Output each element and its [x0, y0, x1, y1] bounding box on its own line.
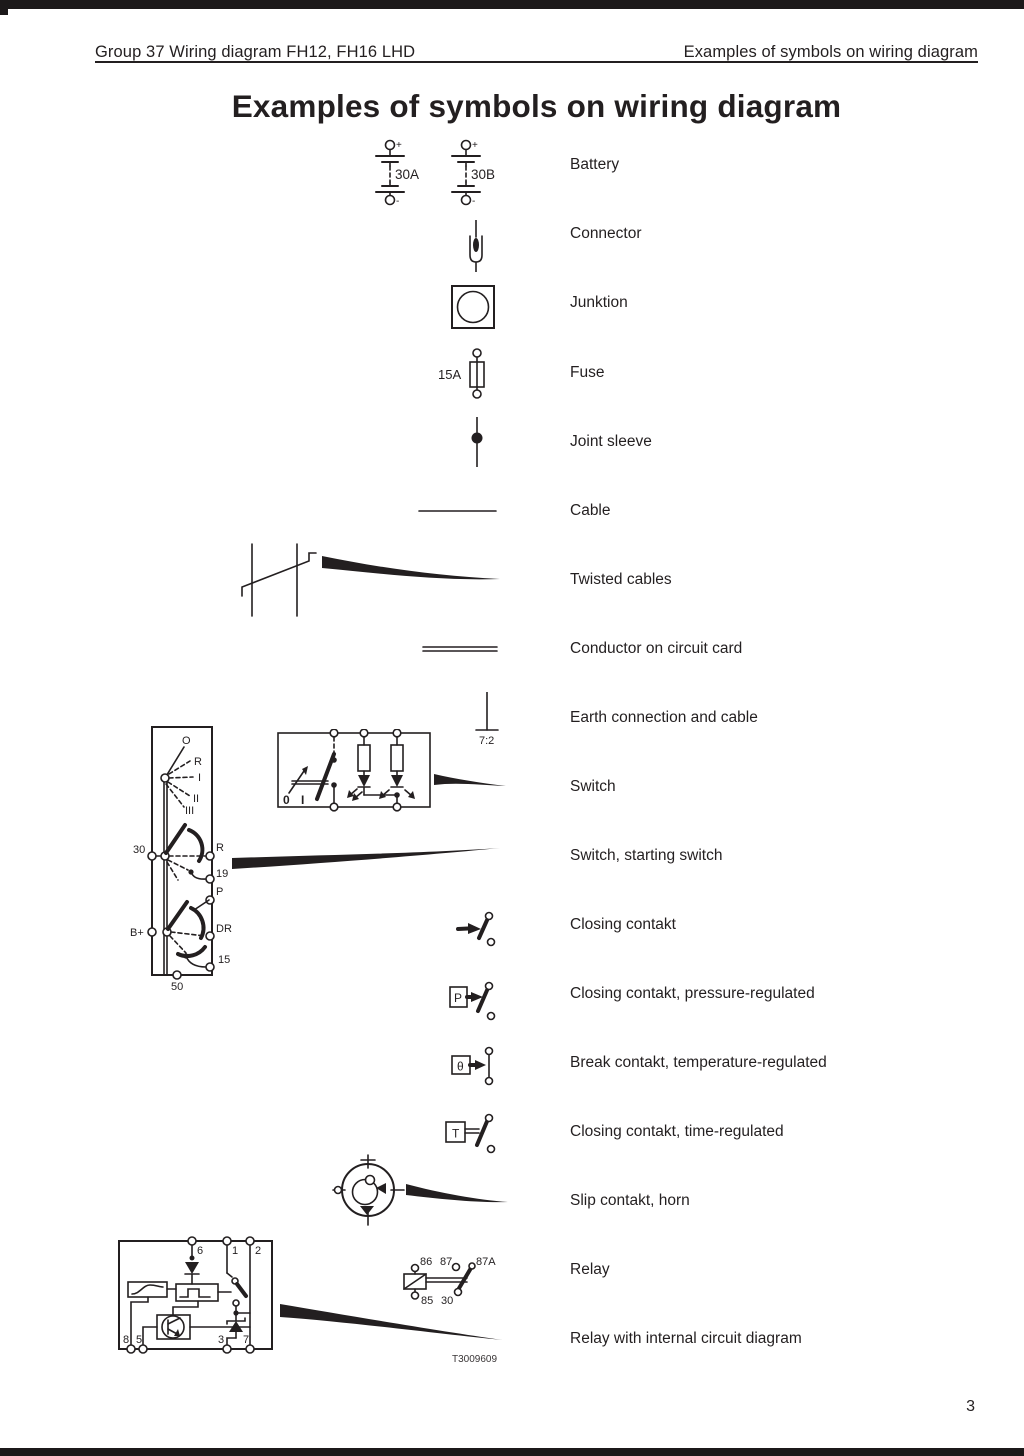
circuit-card-conductor-symbol	[422, 644, 498, 654]
battery-terminal-label-30B: 30B	[471, 167, 496, 182]
terminal-label-50: 50	[171, 981, 184, 993]
symbol-label-battery: Battery	[570, 156, 620, 173]
symbol-label-horn-contact: Slip contakt, horn	[570, 1192, 690, 1209]
battery-cell-30A	[376, 140, 419, 206]
position-label-III: III	[185, 805, 195, 817]
internal-terminal-8: 8	[123, 1334, 130, 1346]
terminal-label-R: R	[216, 842, 224, 854]
relay-terminal-85: 85	[421, 1295, 434, 1307]
symbol-label-fuse: Fuse	[570, 364, 605, 381]
callout-stroke	[322, 556, 500, 579]
junction-symbol	[450, 284, 496, 330]
top-edge-bar	[0, 0, 1024, 9]
battery-minus-sign: -	[396, 196, 400, 206]
horn-contact-symbol	[330, 1150, 512, 1228]
symbol-label-switch: Switch	[570, 778, 616, 795]
internal-terminal-1: 1	[232, 1245, 239, 1257]
top-left-notch	[0, 0, 8, 15]
joint-sleeve-symbol	[470, 417, 484, 467]
internal-terminal-5: 5	[136, 1334, 143, 1346]
symbol-label-closing-contact: Closing contakt	[570, 916, 676, 933]
battery-terminal-label-30A: 30A	[395, 167, 420, 182]
relay-terminal-87A: 87A	[476, 1256, 496, 1268]
header-right: Examples of symbols on wiring diagram	[683, 43, 978, 61]
battery-minus-sign: -	[472, 196, 476, 206]
cable-symbol	[418, 507, 498, 515]
position-label-O: O	[182, 735, 191, 747]
battery-plus-sign: +	[396, 140, 402, 151]
temperature-box-label: θ	[457, 1059, 464, 1074]
position-label-II: II	[193, 793, 200, 805]
symbol-label-relay: Relay	[570, 1261, 610, 1278]
battery-symbol	[373, 137, 509, 206]
earth-ref-label: 7:2	[479, 735, 495, 746]
symbol-label-temperature-contact: Break contakt, temperature-regulated	[570, 1054, 827, 1071]
terminal-label-Bplus: B+	[130, 927, 144, 939]
symbol-label-cable: Cable	[570, 502, 611, 519]
header-left: Group 37 Wiring diagram FH12, FH16 LHD	[95, 43, 416, 61]
fuse-symbol	[436, 346, 498, 400]
symbol-label-time-contact: Closing contakt, time-regulated	[570, 1123, 784, 1140]
relay-terminal-30: 30	[441, 1295, 454, 1307]
pressure-contact-symbol	[444, 980, 502, 1022]
symbol-label-connector: Connector	[570, 225, 642, 242]
internal-terminal-2: 2	[255, 1245, 262, 1257]
symbol-label-starting-switch: Switch, starting switch	[570, 847, 723, 864]
symbol-label-joint-sleeve: Joint sleeve	[570, 433, 652, 450]
symbol-label-junction: Junktion	[570, 294, 628, 311]
relay-terminal-87: 87	[440, 1256, 453, 1268]
callout-stroke	[406, 1184, 508, 1202]
header-rule	[95, 61, 978, 63]
relay-internal-symbol	[110, 1236, 512, 1360]
battery-plus-sign: +	[472, 140, 478, 151]
callout-stroke	[280, 1304, 502, 1340]
symbol-label-pressure-contact: Closing contakt, pressure-regulated	[570, 985, 815, 1002]
position-label-R: R	[194, 756, 202, 768]
terminal-label-DR: DR	[216, 923, 232, 935]
internal-terminal-7: 7	[243, 1334, 250, 1346]
symbol-label-relay-internal: Relay with internal circuit diagram	[570, 1330, 802, 1347]
time-box-label: T	[452, 1126, 460, 1141]
terminal-label-P: P	[216, 886, 224, 898]
bottom-edge-bar	[0, 1448, 1024, 1456]
terminal-label-30: 30	[133, 844, 146, 856]
position-label-I: I	[198, 772, 202, 784]
internal-terminal-6: 6	[197, 1245, 204, 1257]
figure-id: T3009609	[452, 1354, 498, 1365]
terminal-label-15: 15	[218, 954, 231, 966]
relay-terminal-86: 86	[420, 1256, 433, 1268]
symbol-label-conductor: Conductor on circuit card	[570, 640, 743, 657]
terminal-label-19: 19	[216, 868, 229, 880]
pressure-box-label: P	[454, 991, 463, 1005]
page-number: 3	[966, 1398, 975, 1415]
closing-contact-symbol	[452, 905, 500, 950]
symbol-label-twisted-cables: Twisted cables	[570, 571, 672, 588]
temperature-contact-symbol	[446, 1046, 500, 1088]
page-title: Examples of symbols on wiring diagram	[231, 88, 842, 124]
battery-cell-30B	[452, 140, 495, 206]
callout-stroke	[232, 848, 500, 869]
fuse-rating-label: 15A	[438, 367, 462, 382]
switch-position-off-label: 0	[283, 793, 290, 807]
twisted-cables-symbol	[236, 540, 508, 620]
starting-switch-symbol	[128, 720, 512, 994]
switch-position-on-label: I	[301, 793, 305, 807]
internal-terminal-3: 3	[218, 1334, 225, 1346]
symbol-label-earth: Earth connection and cable	[570, 709, 758, 726]
connector-symbol	[466, 220, 486, 272]
